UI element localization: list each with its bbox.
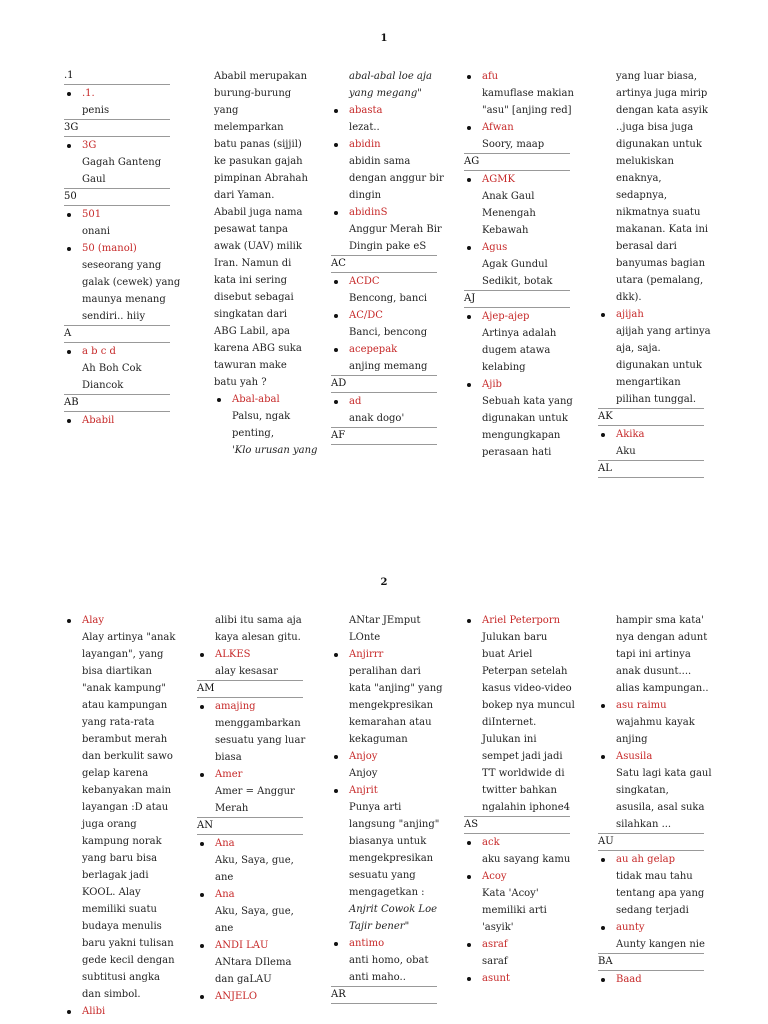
definition-line: anti homo, obat (349, 955, 429, 966)
definition-line: kamuflase makian (482, 88, 574, 99)
definition-line: mengagetkan : (349, 887, 425, 898)
definition-line: ABG Labil, apa (214, 326, 291, 337)
definition-line: Anjrit Cowok Loe (349, 904, 438, 915)
term-entry: ad (331, 393, 437, 410)
page-number: 2 (380, 577, 388, 588)
definition-line: kampung norak (82, 836, 162, 847)
definition-line: kasus video-video (482, 683, 572, 694)
section-heading: AG (464, 153, 570, 171)
definition-line: kaya alesan gitu. (215, 632, 301, 643)
definition-line: baru yakni tulisan (82, 938, 174, 949)
definition-line: memiliki suatu (82, 904, 157, 915)
definition-line: buat Ariel (482, 649, 533, 660)
column (197, 612, 306, 1005)
definition-line: asusila, asal suka (616, 802, 705, 813)
definition-line: mengekpresikan (349, 853, 434, 864)
definition-line: banyumas bagian (616, 258, 706, 269)
definition-line: Aku, Saya, gue, (215, 855, 294, 866)
definition-line: sesuatu yang luar (215, 735, 306, 746)
term-entry: acepepak (331, 341, 437, 358)
definition-line: aja, saja. (616, 343, 661, 354)
definition-line: LOnte (349, 632, 381, 643)
term-entry: asunt (464, 970, 570, 987)
definition-line: kata ini sering (214, 275, 288, 286)
definition-line: abidin sama (349, 156, 411, 167)
term-entry: Ajib (464, 376, 570, 393)
definition-line: anjing memang (349, 361, 428, 372)
term-entry: asraf (464, 936, 570, 953)
definition-line: karena ABG suka (214, 343, 302, 354)
definition-line: biasanya untuk (349, 836, 427, 847)
definition-line: kekaguman (349, 734, 408, 745)
term-entry: Alibi (64, 1003, 170, 1020)
definition-line: dari Yaman. (214, 190, 275, 201)
definition-line: hampir sma kata' (616, 615, 704, 626)
definition-line: Bencong, banci (349, 293, 428, 304)
definition-line: dugem atawa (482, 345, 551, 356)
section-heading: AM (197, 680, 303, 698)
definition-line: ngalahin iphone4 (482, 802, 571, 813)
definition-line: pesawat tanpa (214, 224, 288, 235)
definition-line: wajahmu kayak (616, 717, 695, 728)
definition-line: dengan anggur bir (349, 173, 444, 184)
definition-line: dingin (349, 190, 382, 201)
term-entry: ajijah (598, 306, 704, 323)
definition-line: abal-abal loe aja (349, 71, 432, 82)
term-entry: .1. (64, 85, 170, 102)
term-entry: ack (464, 834, 570, 851)
term-entry: 50 (manol) (64, 240, 170, 257)
definition-line: Sedikit, botak (482, 276, 553, 287)
definition-line: TT worldwide di (482, 768, 565, 779)
definition-line: dan simbol. (82, 989, 141, 1000)
definition-line: Ababil juga nama (214, 207, 303, 218)
definition-line: berlagak jadi (82, 870, 149, 881)
term-entry: ANDI LAU (197, 937, 303, 954)
definition-line: Aku (616, 446, 636, 457)
definition-line: kelabing (482, 362, 526, 373)
definition-line: budaya menulis (82, 921, 162, 932)
definition-line: sesuatu yang (349, 870, 416, 881)
term-entry: Ajep-ajep (464, 308, 570, 325)
section-heading: AU (598, 833, 704, 851)
column (598, 612, 712, 988)
definition-line: 'Klo urusan yang (232, 445, 318, 456)
definition-line: saraf (482, 956, 508, 967)
term-entry: AC/DC (331, 307, 437, 324)
definition-line: dkk). (616, 292, 642, 303)
section-heading: 3G (64, 119, 170, 137)
definition-line: Palsu, ngak (232, 411, 291, 422)
definition-line: dan gaLAU (215, 974, 272, 985)
term-entry: Ariel Peterporn (464, 612, 570, 629)
definition-line: batu panas (sijjil) (214, 139, 302, 150)
term-entry: Ana (197, 886, 303, 903)
page-number: 1 (380, 33, 388, 44)
definition-line: Amer = Anggur (215, 786, 295, 797)
term-entry: Baad (598, 971, 704, 988)
section-heading: BA (598, 953, 704, 971)
definition-line: Merah (215, 803, 249, 814)
term-entry: 3G (64, 137, 170, 154)
definition-line: digunakan untuk (616, 139, 702, 150)
definition-line: Aku, Saya, gue, (215, 906, 294, 917)
column (64, 68, 181, 429)
definition-line: perasaan hati (482, 447, 552, 458)
definition-line: utara (pemalang, (616, 275, 704, 286)
definition-line: ane (215, 923, 234, 934)
definition-line: singkatan, (616, 785, 669, 796)
definition-line: sempet jadi jadi (482, 751, 563, 762)
definition-line: Sebuah kata yang (482, 396, 573, 407)
definition-line: tapi ini artinya (616, 649, 691, 660)
definition-line: dan berkulit sawo (82, 751, 173, 762)
definition-line: yang luar biasa, (616, 71, 698, 82)
definition-line: berambut merah (82, 734, 168, 745)
definition-line: enaknya, (616, 173, 662, 184)
definition-line: menggambarkan (215, 718, 301, 729)
term-entry: 501 (64, 206, 170, 223)
term-entry: Abal-abal (214, 391, 320, 408)
definition-line: biasa (215, 752, 242, 763)
definition-line: Kata 'Acoy' (482, 888, 539, 899)
term-entry: antimo (331, 935, 437, 952)
definition-line: Anjoy (349, 768, 378, 779)
definition-line: awak (UAV) milik (214, 241, 302, 252)
term-entry: Anjrit (331, 782, 437, 799)
definition-line: alibi itu sama aja (215, 615, 302, 626)
definition-line: twitter bahkan (482, 785, 557, 796)
definition-line: KOOL. Alay (82, 887, 141, 898)
term-entry: au ah gelap (598, 851, 704, 868)
definition-line: Punya arti (349, 802, 402, 813)
definition-line: yang rata-rata (82, 717, 155, 728)
column (64, 612, 176, 1020)
definition-line: tawuran make (214, 360, 287, 371)
definition-line: alay kesasar (215, 666, 278, 677)
definition-line: mengekpresikan (349, 700, 434, 711)
section-heading: .1 (64, 68, 170, 85)
definition-line: tentang apa yang (616, 888, 705, 899)
definition-line: digunakan untuk (482, 413, 568, 424)
definition-line: Diancok (82, 380, 124, 391)
definition-line: atau kampungan (82, 700, 168, 711)
definition-line: ..juga bisa juga (616, 122, 694, 133)
definition-line: Tajir bener" (349, 921, 410, 932)
term-entry: ANJELO (197, 988, 303, 1005)
definition-line: singkatan dari (214, 309, 288, 320)
definition-line: pilihan tunggal. (616, 394, 697, 405)
definition-line: sedang terjadi (616, 905, 689, 916)
column (464, 68, 574, 461)
definition-line: onani (82, 226, 111, 237)
definition-line: batu yah ? (214, 377, 267, 388)
definition-line: 'asyik' (482, 922, 514, 933)
term-entry: abasta (331, 102, 437, 119)
definition-line: artinya juga mirip (616, 88, 708, 99)
section-heading: AR (331, 986, 437, 1004)
definition-line: ANtara DIlema (215, 957, 292, 968)
section-heading: AJ (464, 290, 570, 308)
definition-line: Kebawah (482, 225, 529, 236)
definition-line: Banci, bencong (349, 327, 428, 338)
term-entry: Alay (64, 612, 170, 629)
column (331, 612, 443, 1004)
definition-line: yang (214, 105, 239, 116)
definition-line: melemparkan (214, 122, 284, 133)
term-entry: Anjoy (331, 748, 437, 765)
definition-line: galak (cewek) yang (82, 277, 181, 288)
column (464, 612, 575, 987)
definition-line: layangan :D atau (82, 802, 169, 813)
definition-line: ANtar JEmput (349, 615, 421, 626)
section-heading: A (64, 325, 170, 343)
definition-line: maunya menang (82, 294, 166, 305)
definition-line: "asu" [anjing red] (482, 105, 572, 116)
term-entry: Acoy (464, 868, 570, 885)
definition-line: "anak kampung" (82, 683, 166, 694)
definition-line: Soory, maap (482, 139, 545, 150)
definition-line: pimpinan Abrahah (214, 173, 308, 184)
definition-line: Anggur Merah Bir (349, 224, 442, 235)
definition-line: bisa diartikan (82, 666, 152, 677)
term-entry: Agus (464, 239, 570, 256)
term-entry: a b c d (64, 343, 170, 360)
definition-line: mengungkapan (482, 430, 561, 441)
term-entry: aunty (598, 919, 704, 936)
column (214, 68, 320, 459)
definition-line: Dingin pake eS (349, 241, 427, 252)
definition-line: kemarahan atau (349, 717, 432, 728)
definition-line: gede kecil dengan (82, 955, 175, 966)
definition-line: yang baru bisa (82, 853, 158, 864)
term-entry: asu raimu (598, 697, 704, 714)
definition-line: anak dogo' (349, 413, 405, 424)
definition-line: kata "anjing" yang (349, 683, 443, 694)
section-heading: AS (464, 816, 570, 834)
definition-line: Ababil merupakan (214, 71, 308, 82)
term-entry: Ababil (64, 412, 170, 429)
term-entry: ALKES (197, 646, 303, 663)
definition-line: Satu lagi kata gaul (616, 768, 712, 779)
definition-line: ane (215, 872, 234, 883)
definition-line: sedapnya, (616, 190, 668, 201)
definition-line: silahkan ... (616, 819, 672, 830)
definition-line: sendiri.. hiiy (82, 311, 146, 322)
definition-line: dengan kata asyik (616, 105, 708, 116)
definition-line: layangan", yang (82, 649, 164, 660)
term-entry: Afwan (464, 119, 570, 136)
definition-line: subtitusi angka (82, 972, 160, 983)
section-heading: AD (331, 375, 437, 393)
term-entry: amajing (197, 698, 303, 715)
section-heading: AB (64, 394, 170, 412)
definition-line: Menengah (482, 208, 536, 219)
definition-line: memiliki arti (482, 905, 547, 916)
definition-line: Alay artinya "anak (82, 632, 176, 643)
definition-line: nikmatnya suatu (616, 207, 701, 218)
term-entry: Anjirrr (331, 646, 437, 663)
definition-line: burung-burung (214, 88, 292, 99)
definition-line: diInternet. (482, 717, 537, 728)
definition-line: Aunty kangen nie (616, 939, 705, 950)
definition-line: ke pasukan gajah (214, 156, 303, 167)
section-heading: 50 (64, 188, 170, 206)
definition-line: ajijah yang artinya (616, 326, 711, 337)
definition-line: Peterpan setelah (482, 666, 568, 677)
definition-line: tidak mau tahu (616, 871, 693, 882)
definition-line: digunakan untuk (616, 360, 702, 371)
definition-line: bokep nya muncul (482, 700, 575, 711)
section-heading: AL (598, 460, 704, 478)
definition-line: kebanyakan main (82, 785, 172, 796)
definition-line: penis (82, 105, 110, 116)
definition-line: berasal dari (616, 241, 677, 252)
definition-line: Julukan baru (482, 632, 548, 643)
term-entry: abidin (331, 136, 437, 153)
definition-line: nya dengan adunt (616, 632, 708, 643)
term-entry: Ana (197, 835, 303, 852)
term-entry: Asusila (598, 748, 704, 765)
definition-line: Artinya adalah (482, 328, 557, 339)
definition-line: anjing (616, 734, 648, 745)
term-entry: Akika (598, 426, 704, 443)
section-heading: AC (331, 255, 437, 273)
definition-line: Anak Gaul (482, 191, 535, 202)
term-entry: AGMK (464, 171, 570, 188)
term-entry: afu (464, 68, 570, 85)
section-heading: AK (598, 408, 704, 426)
definition-line: aku sayang kamu (482, 854, 571, 865)
definition-line: lezat.. (349, 122, 380, 133)
definition-line: disebut sebagai (214, 292, 294, 303)
definition-line: gelap karena (82, 768, 149, 779)
definition-line: mengartikan (616, 377, 681, 388)
definition-line: seseorang yang (82, 260, 162, 271)
definition-line: Iran. Namun di (214, 258, 292, 269)
section-heading: AF (331, 427, 437, 445)
definition-line: penting, (232, 428, 274, 439)
definition-line: Gagah Ganteng (82, 157, 162, 168)
definition-line: yang megang" (349, 88, 422, 99)
definition-line: melukiskan (616, 156, 674, 167)
definition-line: Ah Boh Cok (82, 363, 142, 374)
definition-line: alias kampungan.. (616, 683, 709, 694)
column (598, 68, 711, 478)
term-entry: abidinS (331, 204, 437, 221)
definition-line: anak dusunt.... (616, 666, 692, 677)
term-entry: Amer (197, 766, 303, 783)
section-heading: AN (197, 817, 303, 835)
definition-line: peralihan dari (349, 666, 421, 677)
definition-line: Gaul (82, 174, 106, 185)
definition-line: anti maho.. (349, 972, 406, 983)
term-entry: ACDC (331, 273, 437, 290)
definition-line: Julukan ini (482, 734, 537, 745)
definition-line: makanan. Kata ini (616, 224, 709, 235)
definition-line: juga orang (82, 819, 137, 830)
definition-line: Agak Gundul (482, 259, 548, 270)
definition-line: langsung "anjing" (349, 819, 440, 830)
column (331, 68, 444, 445)
